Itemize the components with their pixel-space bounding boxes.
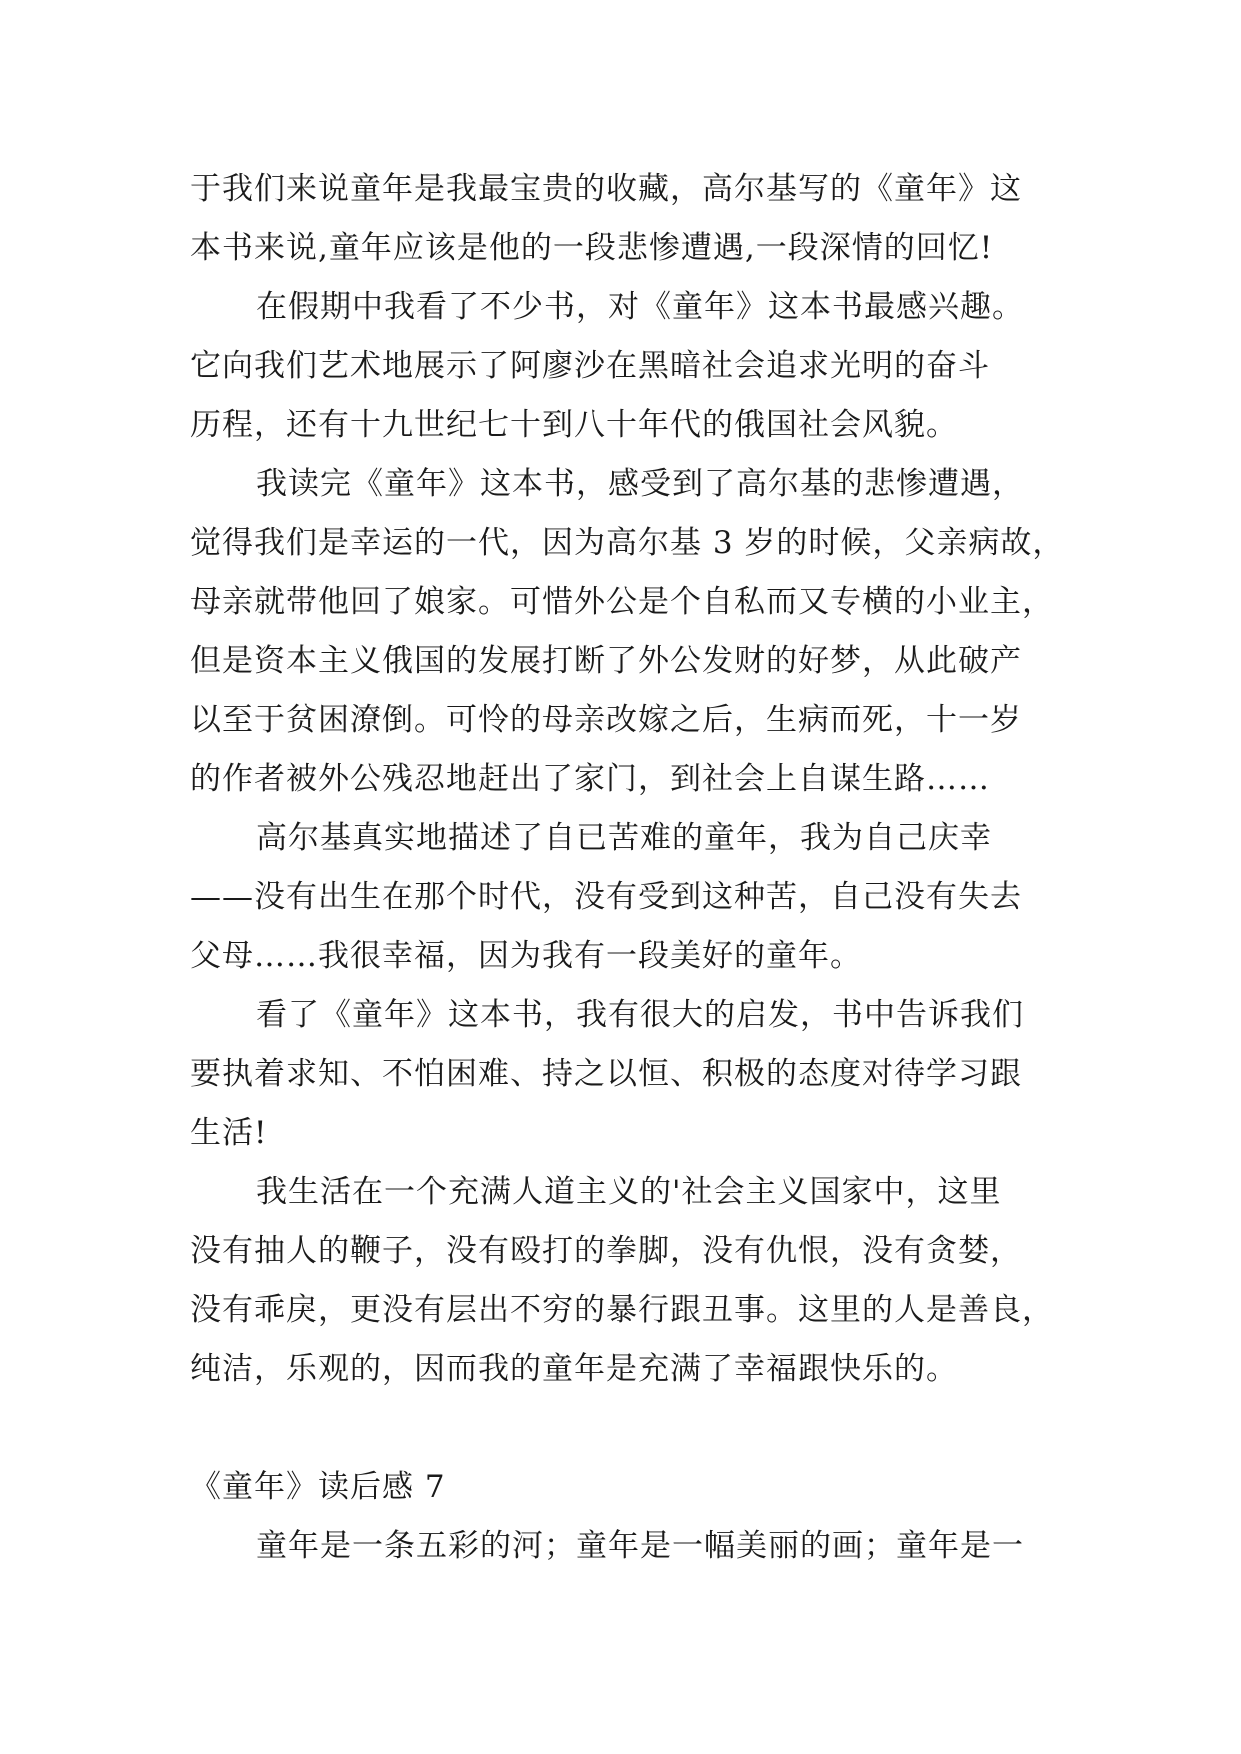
text-line: 我生活在一个充满人道主义的'社会主义国家中，这里 [256, 1174, 1002, 1210]
text-line: 历程，还有十九世纪七十到八十年代的俄国社会风貌。 [190, 407, 958, 443]
section-heading: 《童年》读后感 7 [190, 1469, 446, 1505]
text-line: 以至于贫困潦倒。可怜的母亲改嫁之后，生病而死，十一岁 [190, 702, 1022, 738]
text-line: 高尔基真实地描述了自已苦难的童年，我为自己庆幸 [256, 820, 992, 856]
text-line: 母亲就带他回了娘家。可惜外公是个自私而又专横的小业主， [190, 584, 1054, 620]
text-line: 生活! [190, 1115, 268, 1151]
text-line: 纯洁，乐观的，因而我的童年是充满了幸福跟快乐的。 [190, 1351, 958, 1387]
text-line: 看了《童年》这本书，我有很大的启发，书中告诉我们 [256, 997, 1024, 1033]
text-line: 但是资本主义俄国的发展打断了外公发财的好梦，从此破产 [190, 643, 1022, 679]
text-line: 的作者被外公残忍地赶出了家门，到社会上自谋生路…… [190, 761, 990, 797]
text-line: 在假期中我看了不少书，对《童年》这本书最感兴趣。 [256, 289, 1024, 325]
section-gap [190, 1399, 1070, 1458]
text-line: 觉得我们是幸运的一代，因为高尔基 3 岁的时候，父亲病故， [190, 525, 1065, 561]
essay-paragraphs [190, 160, 1070, 1399]
document-body [190, 160, 1070, 1576]
text-line: 童年是一条五彩的河；童年是一幅美丽的画；童年是一 [256, 1528, 1024, 1564]
text-line: ——没有出生在那个时代，没有受到这种苦，自己没有失去 [190, 879, 1022, 915]
text-line: 我读完《童年》这本书，感受到了高尔基的悲惨遭遇， [256, 466, 1024, 502]
text-line: 于我们来说童年是我最宝贵的收藏，高尔基写的《童年》这 [190, 171, 1022, 207]
text-line: 没有乖戾，更没有层出不穷的暴行跟丑事。这里的人是善良， [190, 1292, 1054, 1328]
next-essay-paragraphs [190, 1517, 1070, 1576]
text-line: 父母……我很幸福，因为我有一段美好的童年。 [190, 938, 862, 974]
text-line: 本书来说,童年应该是他的一段悲惨遭遇,一段深情的回忆! [190, 230, 994, 266]
text-line: 它向我们艺术地展示了阿廖沙在黑暗社会追求光明的奋斗 [190, 348, 990, 384]
text-line: 没有抽人的鞭子，没有殴打的拳脚，没有仇恨，没有贪婪， [190, 1233, 1022, 1269]
text-line: 要执着求知、不怕困难、持之以恒、积极的态度对待学习跟 [190, 1056, 1022, 1092]
